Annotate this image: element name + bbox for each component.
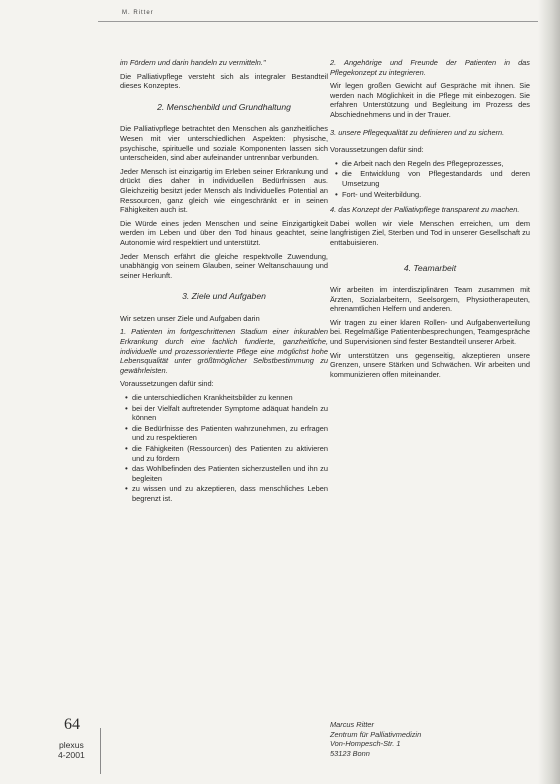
journal-footer [58, 740, 85, 760]
section-2-heading: 2. Menschenbild und Grundhaltung [157, 101, 291, 112]
author-name: Marcus Ritter [330, 720, 374, 729]
intro-italic: im Fördern und darin handeln zu vermitteln." [120, 58, 266, 67]
list-item: • die Bedürfnisse des Patienten wahrzunehmen, zu erfragen und zu respektieren [130, 424, 328, 443]
section-4-heading: 4. Teamarbeit [403, 262, 457, 273]
author-street: Von-Hompesch-Str. 1 [330, 739, 401, 749]
list-item: • die Entwicklung von Pflegestandards und deren Umsetzung [340, 169, 530, 188]
header-rule [98, 21, 538, 22]
section-2-p2: Jeder Mensch ist einzigartig im Erleben seiner Erkrankung und drückt dies daher in individuellen Bedürfnissen aus. Gleichzeitig besitzt jeder Mensch als Individuelles Potential an Ressourcen, ganz gleich wie eingeschränkt er in seinen Fähigkeiten auch ist. [120, 166, 328, 215]
section-2-p3: Die Würde eines jeden Menschen und seine Einzigartigkeit werden im Leben und über den Tod hinaus geachtet, seine Autonomie wird respektiert und unterstützt. [120, 218, 328, 247]
list-item: • zu wissen und zu akzeptieren, dass menschliches Leben begrenzt ist. [130, 484, 328, 503]
prereq-list-right [330, 159, 530, 199]
list-item: • die Arbeit nach den Regeln des Pflegeprozesses, [340, 159, 530, 169]
goal-3-italic: 3. unsere Pflegequalität zu definieren und zu sichern. [330, 127, 505, 137]
author-signature [330, 720, 530, 758]
section-4-p2: Wir tragen zu einer klaren Rollen- und Aufgabenverteilung bei. Regelmäßige Patientenbesprechungen, Teamgespräche und Supervisionen sind fester Bestandteil unserer Arbeit. [330, 317, 530, 347]
section-2-p4: Jeder Mensch erfährt die gleiche respektvolle Zuwendung, unabhängig von seinem Glauben, seiner Weltanschauung und seiner Herkunft. [120, 251, 328, 280]
section-3-heading: 3. Ziele und Aufgaben [182, 291, 266, 302]
list-item: • das Wohlbefinden des Patienten sicherzustellen und ihn zu begleiten [130, 464, 328, 483]
scan-edge-shadow [538, 0, 560, 784]
section-2-p1: Die Palliativpflege betrachtet den Menschen als ganzheitliches Wesen mit vier unterschiedlichen Aspekten: physische, psychische, spirituelle und soziale Komponenten lassen sich unterscheiden, sind aber aufeinander untrennbar verbunden. [120, 124, 328, 163]
list-item: • bei der Vielfalt auftretender Symptome adäquat handeln zu können [130, 404, 328, 423]
list-item: • die Fähigkeiten (Ressourcen) des Patienten zu aktivieren und zu fördern [130, 444, 328, 463]
section-3-p1: Wir setzen unser Ziele und Aufgaben darin [120, 313, 260, 323]
prereq-list-left [120, 393, 328, 504]
margin-rule [100, 728, 101, 774]
goal-2-italic: 2. Angehörige und Freunde der Patienten in das Pflegekonzept zu integrieren. [330, 58, 530, 77]
prereq-label-left: Voraussetzungen dafür sind: [120, 379, 214, 389]
author-city: 53123 Bonn [330, 748, 370, 758]
prereq-label-right: Voraussetzungen dafür sind: [330, 145, 424, 155]
section-4-p1: Wir arbeiten im interdisziplinären Team zusammen mit Ärzten, Sozialarbeitern, Seelsorgern, Physiotherapeuten, ehrenamtlichen Helfern und anderen. [330, 285, 530, 314]
running-head: M. Ritter [122, 10, 154, 16]
journal-issue: 4-2001 [58, 750, 85, 760]
goal-4-italic: 4. das Konzept der Palliativpflege transparent zu machen. [330, 205, 520, 215]
list-item: • die unterschiedlichen Krankheitsbilder zu kennen [130, 393, 328, 403]
goal-4-text: Dabei wollen wir viele Menschen erreichen, um dem langfristigen Ziel, Sterben und Tod in unserer Gesellschaft zu enttabuisieren. [330, 218, 530, 247]
author-affiliation: Zentrum für Palliativmedizin [330, 729, 422, 739]
right-column [330, 58, 530, 383]
journal-name: plexus [58, 740, 84, 750]
intro-text: Die Palliativpflege versteht sich als integraler Bestandteil dieses Konzeptes. [120, 71, 328, 91]
left-column [120, 58, 328, 510]
page-number: 64 [64, 716, 80, 733]
goal-2-text: Wir legen großen Gewicht auf Gespräche mit ihnen. Sie werden nach Möglichkeit in die Pflege mit einbezogen. Sie erfahren Unterstützung und Begleitung im Prozess des Abschiednehmens und in der Trauer. [330, 81, 530, 119]
list-item: • Fort- und Weiterbildung. [340, 190, 530, 200]
section-3-goal-1: 1. Patienten im fortgeschrittenen Stadium einer inkurablen Erkrankung durch eine fachlich fundierte, ganzheitliche, individuelle und prozessorientierte Pflege eine möglichst hohe Lebensqualität unter größtmöglicher Selbstbestimmung zu gewährleisten. [120, 327, 328, 375]
section-4-p3: Wir unterstützen uns gegenseitig, akzeptieren unsere Grenzen, unsere Stärken und Schwächen. Wir arbeiten und kommunizieren offen miteinander. [330, 350, 530, 379]
